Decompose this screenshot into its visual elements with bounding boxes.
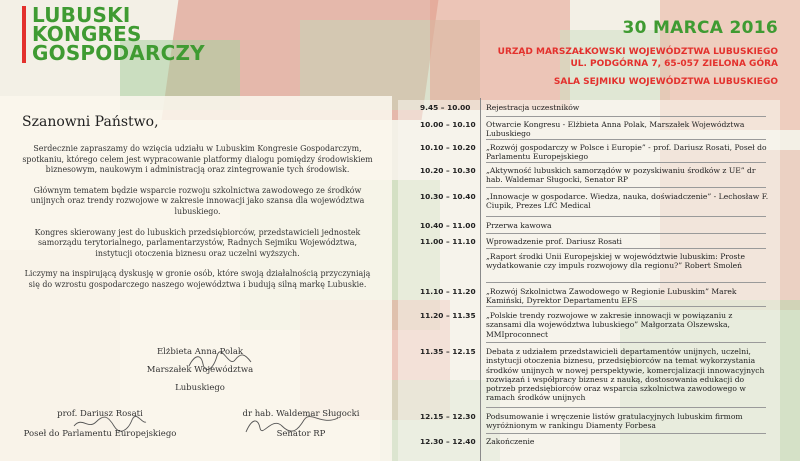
schedule-description: „Raport środki Unii Europejskiej w województwie lubuskim: Proste wydatkowanie czy impuls rozwojowy dla regionu?” Robert Smoleń: [486, 252, 745, 271]
signatory-title: Senator RP: [276, 429, 326, 439]
schedule-description: „Polskie trendy rozwojowe w zakresie innowacji w powiązaniu z szansami dla województwa lubuskiego” Małgorzata Olszewska, MMIproconnect: [486, 311, 733, 339]
schedule-time: 10.20 – 10.30: [420, 166, 476, 175]
schedule-divider: [486, 187, 766, 188]
signatory-title: Poseł do Parlamentu Europejskiego: [23, 429, 177, 439]
program-schedule: [398, 100, 780, 461]
schedule-divider: [486, 162, 766, 163]
venue-address: UL. PODGÓRNA 7, 65-057 ZIELONA GÓRA: [570, 59, 778, 69]
schedule-divider: [486, 306, 766, 307]
schedule-divider: [486, 116, 766, 117]
signatory-name: dr hab. Waldemar Sługocki: [242, 409, 360, 419]
letter-greeting: Szanowni Państwo,: [22, 114, 159, 130]
signatory-name: Elżbieta Anna Polak: [156, 347, 244, 357]
timeline-rule: [480, 98, 481, 461]
congress-logo: [22, 3, 205, 65]
schedule-time: 11.35 – 12.15: [420, 347, 476, 356]
signature-block-marshal: [130, 343, 270, 397]
schedule-description: „Aktywność lubuskich samorządów w pozyskiwaniu środków z UE” dr hab. Waldemar Sługocki, Senator RP: [486, 166, 756, 185]
letter-paragraph: Głównym tematem będzie wsparcie rozwoju szkolnictwa zawodowego ze środków unijnych oraz trendy rozwojowe w zakresie innowacji jako szansa dla województwa lubuskiego.: [30, 185, 365, 216]
letter-paragraph: Serdecznie zapraszamy do wzięcia udziału w Lubuskim Kongresie Gospodarczym, spotkaniu, którego celem jest wypracowanie platformy dialogu pomiędzy środowiskiem biznesowym, naukowym i administracją oraz zintegrowanie tych środowisk.: [22, 144, 373, 175]
schedule-time: 10.10 – 10.20: [420, 143, 476, 152]
logo-line-1: LUBUSKI: [32, 3, 131, 27]
schedule-divider: [486, 139, 766, 140]
signature-block-mep: [20, 404, 180, 444]
schedule-divider: [486, 282, 766, 283]
venue-name: URZĄD MARSZAŁKOWSKI WOJEWÓDZTWA LUBUSKIEGO: [497, 47, 778, 57]
letter-paragraph: Liczymy na inspirującą dyskusję w gronie osób, które swoją działalnością przyczyniają się do wzrostu gospodarczego naszego województwa i budują silną markę Lubuskie.: [24, 269, 371, 289]
schedule-divider: [486, 233, 766, 234]
venue-hall: SALA SEJMIKU WOJEWÓDZTWA LUBUSKIEGO: [553, 77, 778, 87]
signatory-name: prof. Dariusz Rosati: [57, 409, 143, 419]
letter-paragraph: Kongres skierowany jest do lubuskich przedsiębiorców, przedstawicieli jednostek samorządu terytorialnego, parlamentarzystów, Radnych Sejmiku Województwa, instytucji otoczenia biznesu oraz uczelni wyższych.: [34, 227, 361, 258]
schedule-time: 12.15 – 12.30: [420, 412, 476, 421]
schedule-description: Zakończenie: [486, 437, 535, 446]
schedule-description: Debata z udziałem przedstawicieli departamentów unijnych, uczelni, instytucji otoczenia biznesu, przedsiębiorców na temat wykorzystania środków unijnych w nowej perspektywie, komercjalizacji innowacyjnych rozwiązań i współpracy biznesu z nauką, dostosowania edukacji do potrzeb przedsiębiorców oraz wsparcia szkolnictwa zawodowego w ramach środków unijnych: [486, 347, 765, 403]
schedule-description: Podsumowanie i wręczenie listów gratulacyjnych lubuskim firmom wyróżnionym w rankingu Diamenty Forbesa: [486, 412, 743, 431]
schedule-time: 11.10 – 11.20: [420, 287, 476, 296]
schedule-description: Wprowadzenie prof. Dariusz Rosati: [486, 237, 622, 246]
event-venue: [498, 46, 778, 88]
schedule-time: 10.00 – 10.10: [420, 120, 476, 129]
schedule-description: Przerwa kawowa: [486, 221, 552, 230]
schedule-description: Otwarcie Kongresu - Elżbieta Anna Polak, Marszałek Województwa Lubuskiego: [486, 120, 745, 139]
schedule-time: 9.45 – 10.00: [420, 103, 471, 112]
logo-line-2: KONGRES: [32, 22, 142, 46]
signature-block-senator: [226, 404, 376, 444]
schedule-description: „Rozwój Szkolnictwa Zawodowego w Regionie Lubuskim” Marek Kamiński, Dyrektor Departamentu EFS: [486, 287, 737, 306]
schedule-divider: [486, 248, 766, 249]
schedule-time: 10.40 – 11.00: [420, 221, 476, 230]
schedule-time: 11.20 – 11.35: [420, 311, 476, 320]
schedule-description: „Innowacje w gospodarce. Wiedza, nauka, doświadczenie” - Lechosław F. Ciupik, Prezes LfC Medical: [486, 192, 769, 211]
event-date: 30 MARCA 2016: [622, 18, 778, 38]
schedule-divider: [486, 407, 766, 408]
logo-line-3: GOSPODARCZY: [32, 41, 205, 65]
schedule-divider: [486, 342, 766, 343]
schedule-time: 12.30 – 12.40: [420, 437, 476, 446]
schedule-description: Rejestracja uczestników: [486, 103, 580, 112]
schedule-description: „Rozwój gospodarczy w Polsce i Europie” - prof. Dariusz Rosati, Poseł do Parlamentu Europejskiego: [486, 143, 767, 162]
schedule-time: 11.00 – 11.10: [420, 237, 476, 246]
schedule-divider: [486, 216, 766, 217]
signatory-title: Marszałek Województwa Lubuskiego: [146, 365, 254, 393]
schedule-divider: [486, 433, 766, 434]
schedule-time: 10.30 – 10.40: [420, 192, 476, 201]
invitation-letter: [20, 144, 375, 301]
